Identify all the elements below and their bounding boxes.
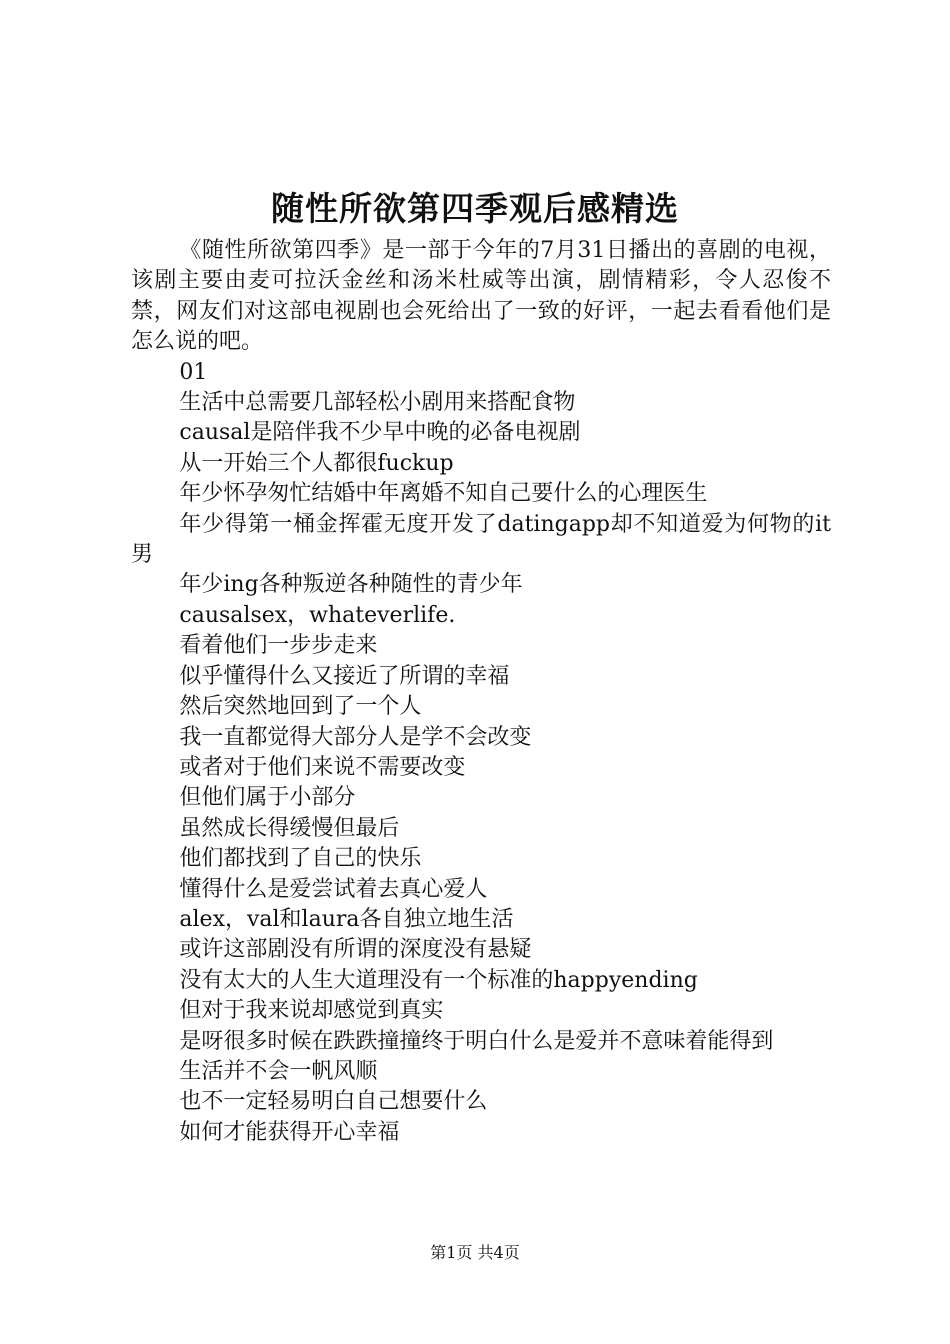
paragraph: 生活并不会一帆风顺: [179, 1058, 378, 1084]
paragraph: 年少得第一桶金挥霍无度开发了datingapp却不知道爱为何物的it男: [131, 511, 831, 568]
paragraph: 他们都找到了自己的快乐: [179, 846, 422, 872]
paragraph: causalsex，whateverlife.: [179, 602, 456, 628]
paragraph: 年少ing各种叛逆各种随性的青少年: [179, 572, 523, 598]
page-number: 第1页 共4页: [430, 1243, 520, 1262]
paragraph: 没有太大的人生大道理没有一个标准的happyending: [179, 967, 698, 993]
paragraph: 我一直都觉得大部分人是学不会改变: [179, 724, 532, 750]
document-title: 随性所欲第四季观后感精选: [271, 189, 679, 228]
paragraph: 或许这部剧没有所谓的深度没有悬疑: [179, 937, 532, 963]
paragraph: 是呀很多时候在跌跌撞撞终于明白什么是爱并不意味着能得到: [179, 1028, 774, 1054]
paragraph: 生活中总需要几部轻松小剧用来搭配食物: [179, 390, 576, 416]
paragraph: 但他们属于小部分: [179, 785, 356, 811]
paragraph: 懂得什么是爱尝试着去真心爱人: [179, 876, 488, 902]
paragraph: 虽然成长得缓慢但最后: [179, 815, 400, 841]
paragraph: 但对于我来说却感觉到真实: [179, 998, 444, 1024]
paragraph: 也不一定轻易明白自己想要什么: [179, 1089, 488, 1115]
paragraph: 然后突然地回到了一个人: [179, 694, 422, 720]
paragraph: 从一开始三个人都很fuckup: [179, 450, 454, 476]
paragraph: causal是陪伴我不少早中晚的必备电视剧: [179, 420, 581, 446]
page-footer: [0, 1242, 950, 1264]
paragraph: 如何才能获得开心幸福: [179, 1119, 400, 1145]
paragraph: alex，val和laura各自独立地生活: [179, 906, 514, 932]
paragraph: 或者对于他们来说不需要改变: [179, 754, 466, 780]
paragraph: 年少怀孕匆忙结婚中年离婚不知自己要什么的心理医生: [179, 481, 708, 507]
paragraph-intro: 《随性所欲第四季》是一部于今年的7月31日播出的喜剧的电视，该剧主要由麦可拉沃金丝和汤米杜威等出演，剧情精彩，令人忍俊不禁，网友们对这部电视剧也会死给出了一致的好评，一起去看看他们是怎么说的吧。: [131, 238, 831, 355]
document-body: [131, 236, 831, 1148]
paragraph-section-number: 01: [179, 359, 208, 385]
paragraph: 似乎懂得什么又接近了所谓的幸福: [179, 663, 510, 689]
paragraph: 看着他们一步步走来: [179, 633, 378, 659]
